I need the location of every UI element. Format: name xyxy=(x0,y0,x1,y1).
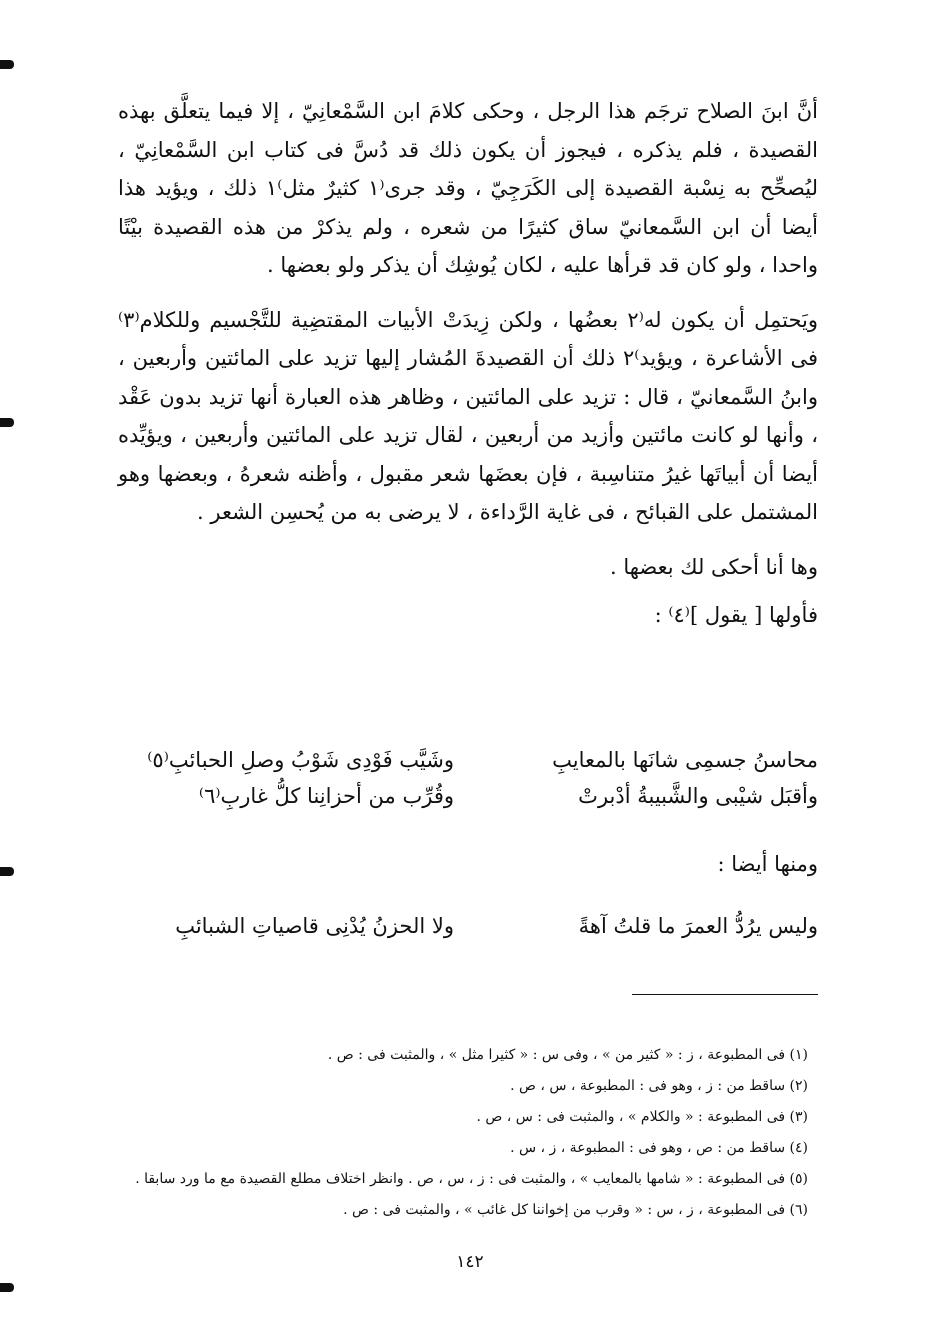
footnote-1: (١) فى المطبوعة ، ز : « كثير من » ، وفى س : « كثيرا مثل » ، والمثبت فى : ص . xyxy=(327,1047,808,1063)
first-verse-label: فأولها [ يقول ]⁽٤⁾ : xyxy=(654,603,818,627)
verses-group-2 xyxy=(118,908,818,944)
main-text xyxy=(118,92,818,645)
verses-group-1 xyxy=(118,742,818,814)
scan-edge-mark xyxy=(0,60,14,69)
verse-first-hemistich: وليس يرُدُّ العمرَ ما قلتُ آهةً xyxy=(578,914,818,938)
footnote-4: (٤) ساقط من : ص ، وهو فى : المطبوعة ، ز ، س . xyxy=(510,1140,808,1156)
footnote-5: (٥) فى المطبوعة : « شامها بالمعايب » ، والمثبت فى : ز ، س ، ص . وانظر اختلاف مطلع القصيدة مع ما ورد سابقا . xyxy=(135,1171,808,1187)
footnotes xyxy=(108,1040,808,1226)
scan-edge-mark xyxy=(0,867,14,876)
verse-second-hemistich: وقُرِّب من أحزانِنا كلُّ غاربِ⁽٦⁾ xyxy=(198,784,454,808)
footnote-2: (٢) ساقط من : ز ، وهو فى : المطبوعة ، س ، ص . xyxy=(510,1078,808,1094)
paragraph-2: ويَحتمِل أن يكون له⁽٢ بعضُها ، ولكن زِيدَتْ الأبيات المقتضِية للتَّجْسيم وللكلام⁽٣⁾ فى الأشاعرة ، ويؤيد⁾٢ ذلك أن القصيدةَ المُشار إليها تزيد على المائتين وأربعين ، وابنُ السَّمعانيّ ، قال : تزيد على المائتين ، وظاهر هذه العبارة أنها تزيد بدون عَقْد ، وأنها لو كانت مائتين وأزيد من أربعين ، لقال تزيد على المائتين وأربعين ، ويؤيِّده أيضا أن أبياتَها غيرُ متناسِبة ، فإن بعضَها شعر مقبول ، وأظنه شعرهُ ، وبعضها وهو المشتمل على القبائح ، فى غاية الرَّداءة ، لا يرضى به من يُحسِن الشعر . xyxy=(118,307,819,524)
footnote-6: (٦) فى المطبوعة ، ز ، س : « وقرب من إخواننا كل غائب » ، والمثبت فى : ص . xyxy=(343,1202,808,1218)
footnote-separator xyxy=(632,994,818,995)
page-number: ١٤٢ xyxy=(456,1252,484,1272)
also-label: ومنها أيضا : xyxy=(717,852,818,876)
scan-edge-mark xyxy=(0,1283,14,1292)
scan-edge-mark xyxy=(0,418,14,427)
verse-row xyxy=(118,908,818,944)
verse-first-hemistich: محاسنُ جسمِى شانَها بالمعايبِ xyxy=(552,748,818,772)
intro-line: وها أنا أحكى لك بعضها . xyxy=(609,554,818,579)
also-label-row xyxy=(118,846,818,882)
verse-row xyxy=(118,778,818,814)
verse-first-hemistich: وأقبَل شيْبى والشَّبيبةُ أدْبرتْ xyxy=(578,784,818,808)
footnote-3: (٣) فى المطبوعة : « والكلام » ، والمثبت فى : س ، ص . xyxy=(476,1109,808,1125)
verse-second-hemistich: ولا الحزنُ يُدْنِى قاصياتِ الشبائبِ xyxy=(175,914,454,938)
verse-second-hemistich: وشَيَّب فَوْدِى شَوْبُ وصلِ الحبائبِ⁽٥⁾ xyxy=(147,748,454,772)
paragraph-1: أنَّ ابنَ الصلاح ترجَم هذا الرجل ، وحكى كلامَ ابن السَّمْعانِيّ ، إلا فيما يتعلَّق بهذه القصيدة ، فلم يذكره ، فيجوز أن يكون ذلك قد دُسَّ فى كتاب ابن السَّمْعانِيّ ، ليُصحِّح به نِسْبة القصيدة إلى الكَرَجِيّ ، وقد جرى⁽١ كثيرٌ مثل⁾١ ذلك ، ويؤيد هذا أيضا أن ابن السَّمعانيّ ساق كثيرًا من شعره ، ولم يذكرْ من هذه القصيدة بيْتًا واحدا ، ولو كان قد قرأها عليه ، لكان يُوشِك أن يذكر ولو بعضها . xyxy=(118,99,818,277)
also-label-block xyxy=(118,846,818,882)
verse-row xyxy=(118,742,818,778)
